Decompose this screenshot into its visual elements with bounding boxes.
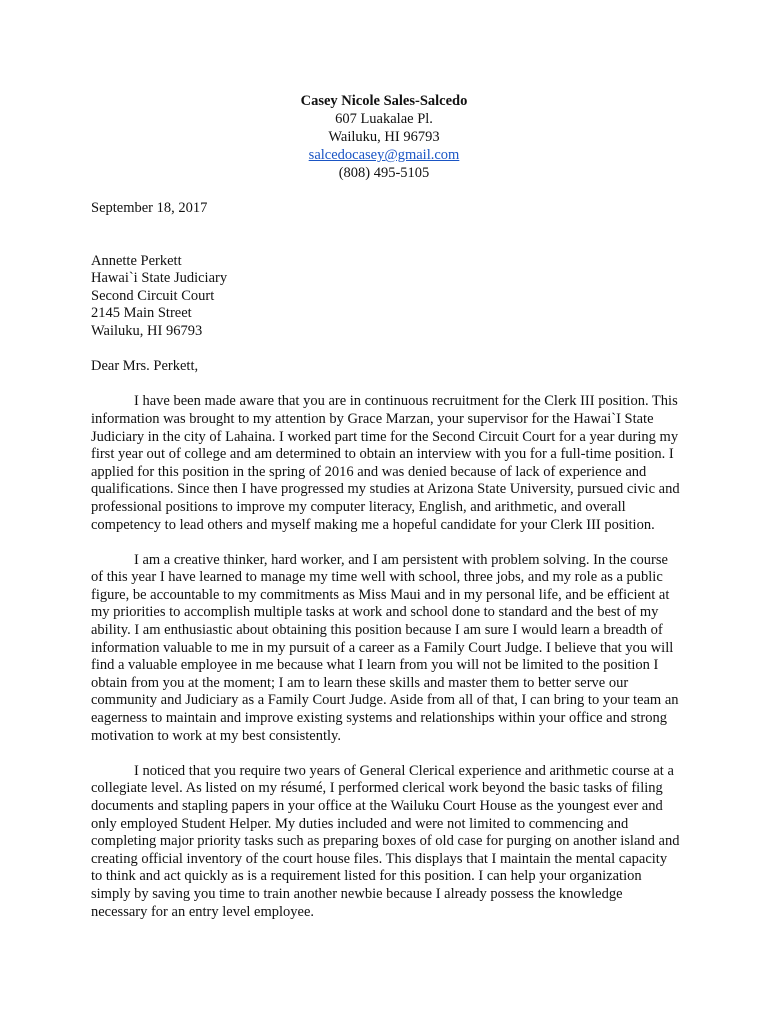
paragraph-1: I have been made aware that you are in continuous recruitment for the Clerk III position. This information was brought to my attention by Grace Marzan, your supervisor for the Hawai`I State Judiciary in the city of Lahaina. I worked part time for the Second Circuit Court for a year during my first year out of college and am determined to obtain an interview with you for a full-time position. I applied for this position in the spring of 2016 and was denied because of lack of experience and qualifications. Since then I have progressed my studies at Arizona State University, pursued civic and professional positions to improve my computer literacy, English, and arithmetic, and overall competency to lead others and myself making me a hopeful candidate for your Clerk III position. [91, 393, 680, 533]
recipient-street: 2145 Main Street [91, 305, 192, 322]
salutation: Dear Mrs. Perkett, [91, 358, 199, 375]
recipient-block [91, 253, 681, 341]
paragraph-2: I am a creative thinker, hard worker, and I am persistent with problem solving. In the course of this year I have learned to manage my time well with school, three jobs, and my role as a public figure, be accountable to my commitments as Miss Maui and in my personal life, and be efficient at my priorities to accomplish multiple tasks at work and school done to standard and the best of my ability. I am enthusiastic about obtaining this position because I am sure I would learn a breadth of information valuable to me in my pursuit of a career as a Family Court Judge. I believe that you will find a valuable employee in me because what I learn from you will not be limited to the position I obtain from you at the moment; I am to learn these skills and master them to better serve our community and Judiciary as a Family Court Judge. Aside from all of that, I can bring to your team an eagerness to maintain and improve existing systems and relationships within your office and strong motivation to work at my best consistently. [91, 551, 679, 744]
recipient-organization: Hawai`i State Judiciary [91, 270, 228, 287]
sender-phone: (808) 495-5105 [338, 165, 430, 181]
letter-date: September 18, 2017 [91, 200, 208, 216]
letter-body [91, 200, 681, 939]
recipient-name: Annette Perkett [91, 252, 182, 269]
sender-city: Wailuku, HI 96793 [328, 129, 440, 145]
paragraph-3: I noticed that you require two years of General Clerical experience and arithmetic course at a collegiate level. As listed on my résumé, I performed clerical work beyond the basic tasks of filing documents and stapling papers in your office at the Wailuku Court House as the youngest ever and only employed Student Helper. My duties included and were not limited to commencing and completing major priority tasks such as preparing boxes of old case for purging on another island and creating official inventory of the court house files. This displays that I maintain the mental capacity to think and act quickly as is a requirement listed for this position. I can help your organization simply by saving you time to train another newbie because I already possess the knowledge necessary for an entry level employee. [91, 762, 680, 920]
recipient-department: Second Circuit Court [91, 287, 215, 304]
sender-email-link[interactable]: salcedocasey@gmail.com [308, 147, 460, 163]
sender-street: 607 Luakalae Pl. [335, 111, 433, 127]
recipient-city: Wailuku, HI 96793 [91, 322, 203, 339]
sender-block [0, 92, 768, 182]
sender-name: Casey Nicole Sales-Salcedo [300, 93, 468, 109]
